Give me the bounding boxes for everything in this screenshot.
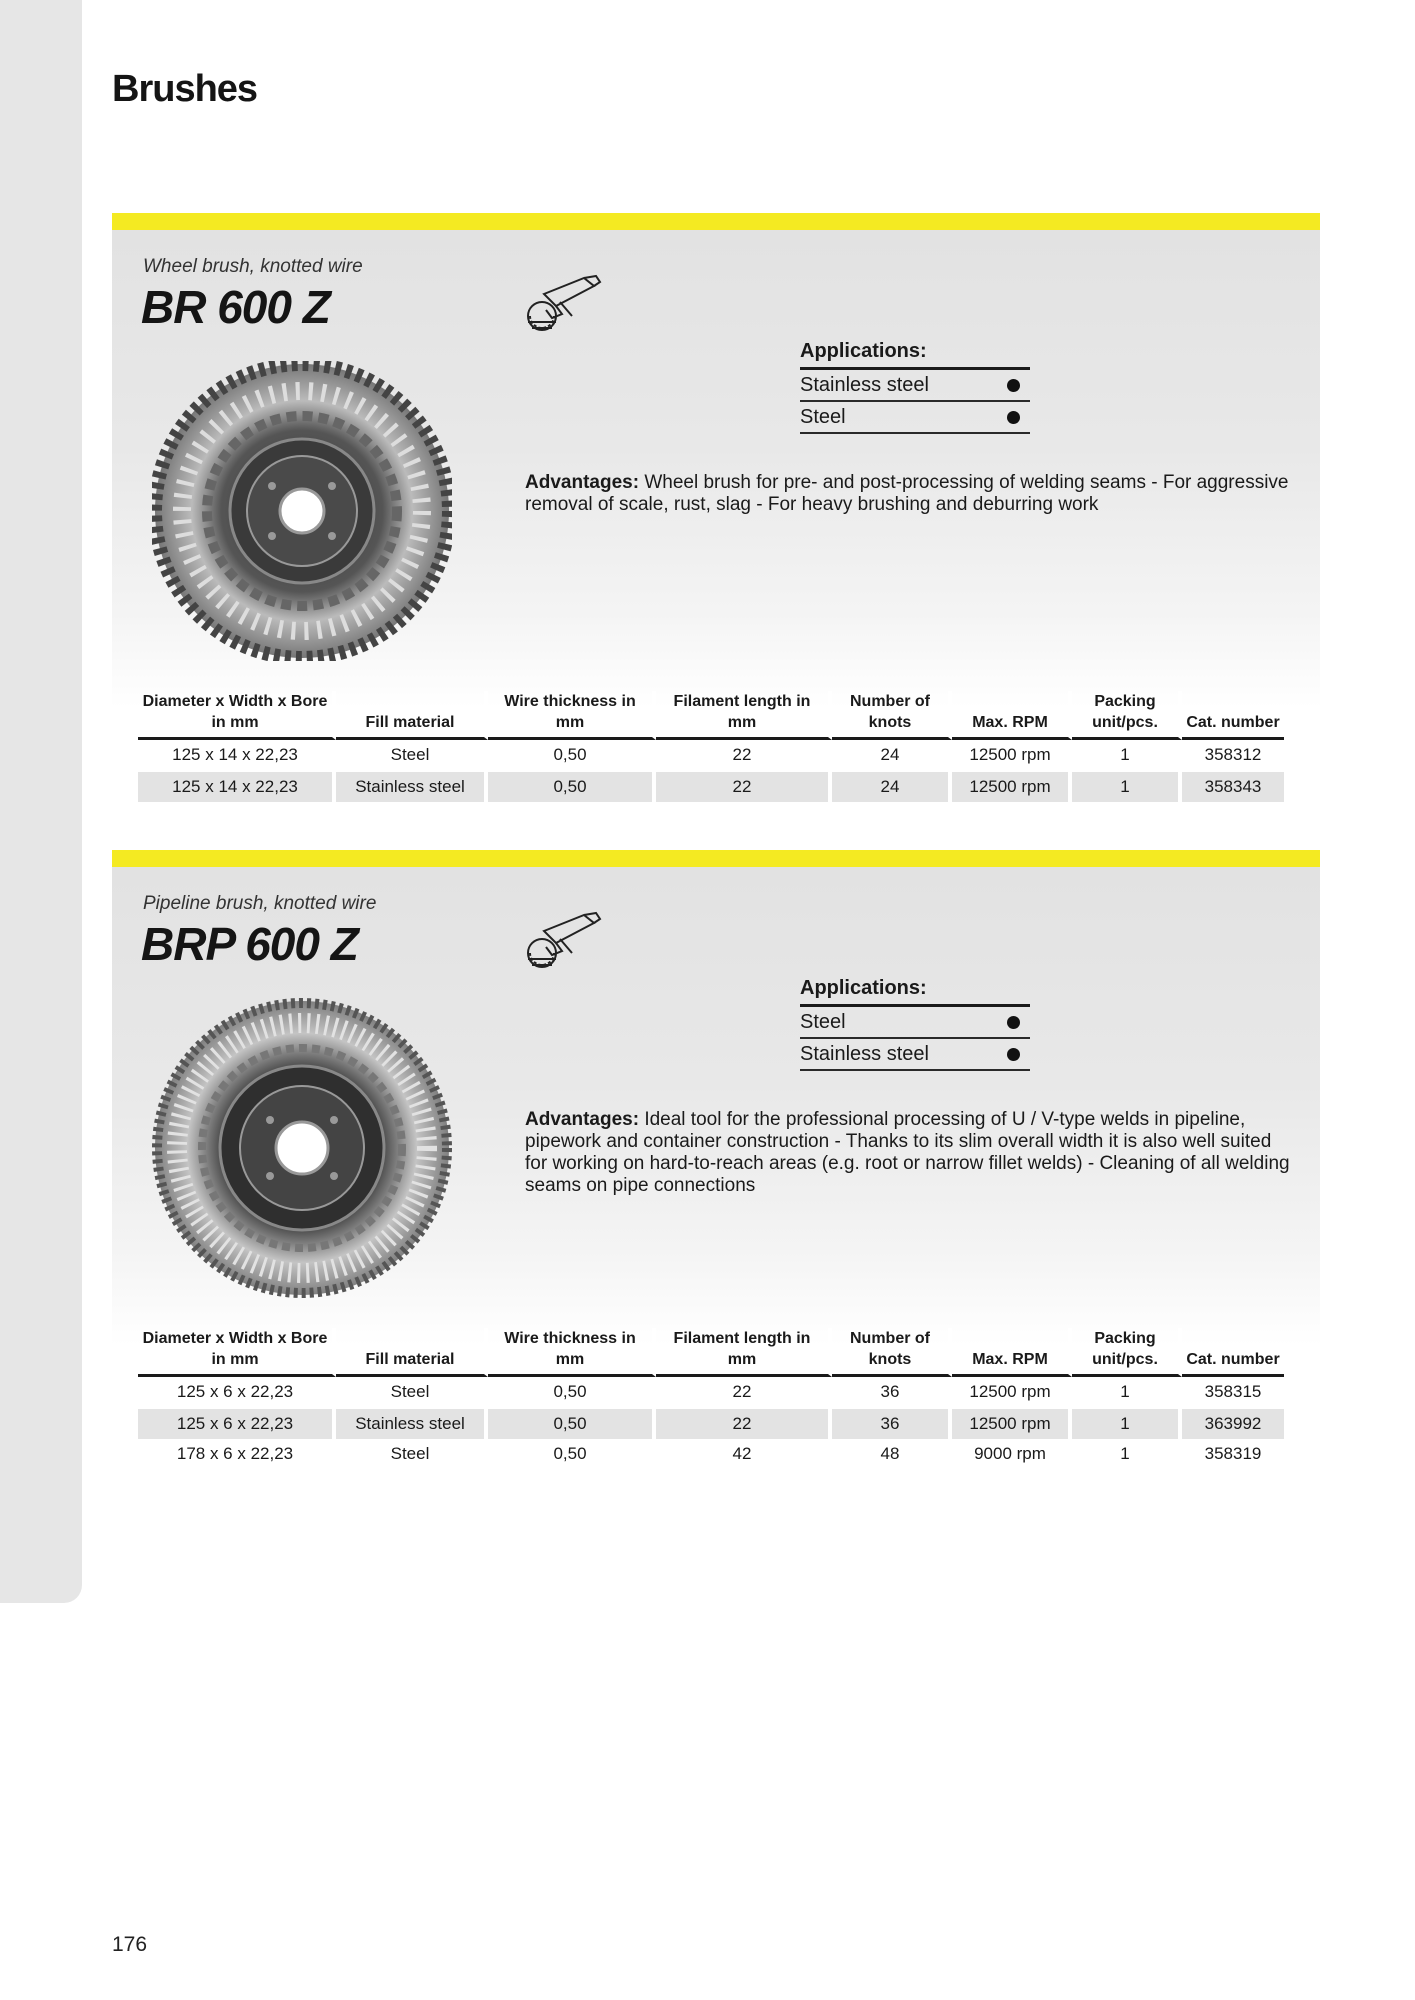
header-wire-thickness: Wire thickness in mm	[488, 691, 656, 740]
product-model: BR 600 Z	[141, 281, 330, 333]
header-dimensions: Diameter x Width x Bore in mm	[138, 691, 336, 740]
cell-knots: 36	[832, 1409, 952, 1439]
table-row	[138, 740, 1284, 772]
advantages-text	[525, 472, 1295, 516]
accent-bar	[112, 213, 1320, 230]
cell-fill-material: Steel	[336, 1377, 488, 1409]
header-cat-number: Cat. number	[1182, 691, 1284, 740]
filled-circle-icon	[1007, 1048, 1020, 1061]
advantages-body: Wheel brush for pre- and post-processing of welding seams - For aggressive removal of scale, rust, slag - For heavy brushing and deburring work	[525, 472, 1289, 515]
cell-knots: 24	[832, 772, 952, 802]
product-band	[112, 230, 1320, 708]
cell-wire-thickness: 0,50	[488, 1439, 656, 1469]
header-fill-material: Fill material	[336, 691, 488, 740]
applications-box	[800, 340, 1030, 434]
cell-wire-thickness: 0,50	[488, 1377, 656, 1409]
product-subtitle: Pipeline brush, knotted wire	[143, 893, 377, 914]
cell-knots: 48	[832, 1439, 952, 1469]
product-brp-600-z	[112, 850, 1320, 1463]
table-row	[138, 1377, 1284, 1409]
cell-cat-number: 363992	[1182, 1409, 1284, 1439]
pipeline-brush-image	[152, 998, 452, 1298]
header-packing: Packing unit/pcs.	[1072, 691, 1182, 740]
cell-packing: 1	[1072, 740, 1182, 772]
cell-filament-length: 22	[656, 1377, 832, 1409]
advantages-text	[525, 1109, 1295, 1197]
cell-dimensions: 125 x 6 x 22,23	[138, 1409, 336, 1439]
cell-max-rpm: 9000 rpm	[952, 1439, 1072, 1469]
application-label: Stainless steel	[800, 373, 929, 396]
cell-packing: 1	[1072, 1377, 1182, 1409]
header-fill-material: Fill material	[336, 1328, 488, 1377]
header-filament-length: Filament length in mm	[656, 1328, 832, 1377]
product-subtitle: Wheel brush, knotted wire	[143, 256, 363, 277]
cell-max-rpm: 12500 rpm	[952, 1377, 1072, 1409]
filled-circle-icon	[1007, 1016, 1020, 1029]
page-number: 176	[112, 1933, 148, 1956]
spec-table	[138, 691, 1284, 802]
cell-fill-material: Steel	[336, 740, 488, 772]
cell-filament-length: 42	[656, 1439, 832, 1469]
table-row	[138, 772, 1284, 802]
cell-filament-length: 22	[656, 772, 832, 802]
header-cat-number: Cat. number	[1182, 1328, 1284, 1377]
angle-grinder-icon	[522, 909, 602, 971]
cell-fill-material: Stainless steel	[336, 772, 488, 802]
angle-grinder-icon	[522, 272, 602, 334]
product-br-600-z	[112, 213, 1320, 796]
cell-packing: 1	[1072, 1409, 1182, 1439]
header-knots: Number of knots	[832, 1328, 952, 1377]
cell-packing: 1	[1072, 772, 1182, 802]
cell-fill-material: Steel	[336, 1439, 488, 1469]
filled-circle-icon	[1007, 411, 1020, 424]
cell-filament-length: 22	[656, 1409, 832, 1439]
application-row	[800, 402, 1030, 434]
table-row	[138, 1439, 1284, 1469]
cell-dimensions: 125 x 14 x 22,23	[138, 740, 336, 772]
cell-cat-number: 358343	[1182, 772, 1284, 802]
cell-knots: 24	[832, 740, 952, 772]
filled-circle-icon	[1007, 379, 1020, 392]
table-row	[138, 1409, 1284, 1439]
application-label: Stainless steel	[800, 1042, 929, 1065]
application-label: Steel	[800, 1010, 846, 1033]
application-row	[800, 1039, 1030, 1071]
applications-title: Applications:	[800, 340, 1030, 370]
cell-max-rpm: 12500 rpm	[952, 740, 1072, 772]
cell-dimensions: 178 x 6 x 22,23	[138, 1439, 336, 1469]
left-margin-strip	[0, 0, 82, 1603]
page-title: Brushes	[112, 68, 258, 110]
header-filament-length: Filament length in mm	[656, 691, 832, 740]
cell-cat-number: 358315	[1182, 1377, 1284, 1409]
application-label: Steel	[800, 405, 846, 428]
cell-cat-number: 358319	[1182, 1439, 1284, 1469]
cell-knots: 36	[832, 1377, 952, 1409]
header-dimensions: Diameter x Width x Bore in mm	[138, 1328, 336, 1377]
cell-cat-number: 358312	[1182, 740, 1284, 772]
product-band	[112, 867, 1320, 1345]
product-model: BRP 600 Z	[141, 918, 358, 970]
cell-wire-thickness: 0,50	[488, 1409, 656, 1439]
cell-dimensions: 125 x 14 x 22,23	[138, 772, 336, 802]
advantages-label: Advantages:	[525, 1109, 640, 1130]
header-max-rpm: Max. RPM	[952, 691, 1072, 740]
advantages-body: Ideal tool for the professional processing of U / V-type welds in pipeline, pipework and container construction - Thanks to its slim overall width it is also well suited for working on hard-to-reach areas (e.g. root or narrow fillet welds) - Cleaning of all welding seams on pipe connections	[525, 1109, 1290, 1196]
spec-table	[138, 1328, 1284, 1469]
cell-wire-thickness: 0,50	[488, 772, 656, 802]
applications-title: Applications:	[800, 977, 1030, 1007]
application-row	[800, 1007, 1030, 1039]
cell-filament-length: 22	[656, 740, 832, 772]
header-max-rpm: Max. RPM	[952, 1328, 1072, 1377]
header-packing: Packing unit/pcs.	[1072, 1328, 1182, 1377]
applications-box	[800, 977, 1030, 1071]
cell-packing: 1	[1072, 1439, 1182, 1469]
accent-bar	[112, 850, 1320, 867]
cell-dimensions: 125 x 6 x 22,23	[138, 1377, 336, 1409]
application-row	[800, 370, 1030, 402]
advantages-label: Advantages:	[525, 472, 640, 493]
wheel-brush-image	[152, 361, 452, 661]
header-knots: Number of knots	[832, 691, 952, 740]
cell-max-rpm: 12500 rpm	[952, 772, 1072, 802]
cell-fill-material: Stainless steel	[336, 1409, 488, 1439]
header-wire-thickness: Wire thickness in mm	[488, 1328, 656, 1377]
cell-wire-thickness: 0,50	[488, 740, 656, 772]
cell-max-rpm: 12500 rpm	[952, 1409, 1072, 1439]
